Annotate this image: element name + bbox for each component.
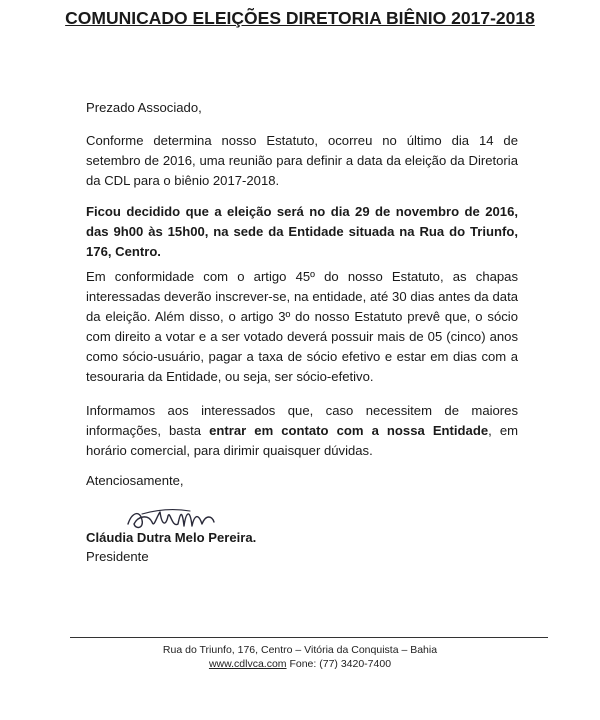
paragraph-contact-info xyxy=(86,401,518,461)
contact-text-bold: entrar em contato com a nossa Entidade xyxy=(209,423,489,438)
footer-address: Rua do Triunfo, 176, Centro – Vitória da Conquista – Bahia xyxy=(162,644,438,656)
signature-block xyxy=(80,502,380,572)
footer-website-link[interactable]: www.cdlvca.com xyxy=(208,658,287,670)
salutation: Prezado Associado, xyxy=(86,100,202,115)
signatory-role: Presidente xyxy=(86,549,149,564)
contact-text-start: Informamos aos interessados que, caso necessitem de maiores informações, basta xyxy=(86,403,518,438)
contact-text-end: , em horário comercial, para dirimir quaisquer dúvidas. xyxy=(86,423,519,458)
signatory-name: Cláudia Dutra Melo Pereira. xyxy=(86,530,257,545)
paragraph-election-date: Ficou decidido que a eleição será no dia 29 de novembro de 2016, das 9h00 às 15h00, na sede da Entidade situada na Rua do Triunfo, 176, Centro. xyxy=(86,204,518,259)
letterhead-footer xyxy=(0,643,600,671)
footer-divider xyxy=(70,637,548,638)
document-title: COMUNICADO ELEIÇÕES DIRETORIA BIÊNIO 2017-2018 xyxy=(65,8,535,28)
footer-phone: Fone: (77) 3420-7400 xyxy=(286,658,392,670)
paragraph-statute-rules: Em conformidade com o artigo 45º do nosso Estatuto, as chapas interessadas deverão inscrever-se, na entidade, até 30 dias antes da data da eleição. Além disso, o artigo 3º do nosso Estatuto prevê que, o sócio com direito a votar e a ser votado deverá possuir mais de 05 (cinco) anos como sócio-usuário, pagar a taxa de sócio efetivo e estar em dias com a tesouraria da Entidade, ou seja, ser sócio-efetivo. xyxy=(86,269,518,384)
paragraph-meeting: Conforme determina nosso Estatuto, ocorreu no último dia 14 de setembro de 2016, uma reunião para definir a data da eleição da Diretoria da CDL para o biênio 2017-2018. xyxy=(86,133,518,188)
closing: Atenciosamente, xyxy=(86,473,184,488)
